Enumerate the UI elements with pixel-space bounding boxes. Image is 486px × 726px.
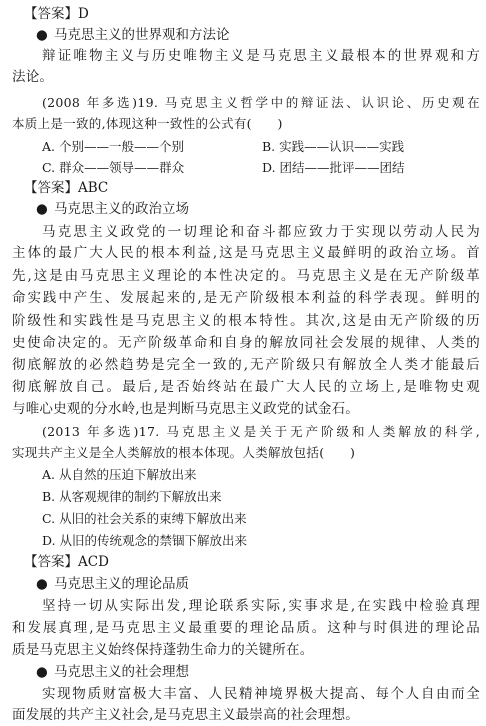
option-d: D. 团结——批评——团结 [262, 160, 405, 175]
paragraph-line: 和发展真理,是马克思主义最重要的理论品质。这种与时俱进的理论品 [12, 620, 480, 636]
answer-line: 【答案】D [24, 6, 89, 22]
paragraph-line: 质是马克思主义始终保持蓬勃生命力的关键所在。 [12, 642, 314, 658]
option-a: A. 从自然的压迫下解放出来 [42, 467, 197, 482]
paragraph-line: 先,这是由马克思主义理论的本性决定的。马克思主义是在无产阶级革 [12, 268, 480, 284]
section-heading [36, 662, 486, 683]
paragraph-line: 彻底解放自己。最后,是否始终站在最广大人民的立场上,是唯物史观 [12, 379, 480, 395]
question-line: (2008 年多选)19. 马克思主义哲学中的辩证法、认识论、历史观在 [42, 95, 480, 110]
answer-line: 【答案】ACD [24, 554, 109, 570]
option-c: C. 群众——领导——群众 [42, 160, 185, 175]
paragraph-line: 彻底解放的必然趋势是完全一致的,无产阶级只有解放全人类才能最后 [12, 357, 480, 373]
option-a: A. 个别——一般——个别 [42, 139, 184, 154]
paragraph-line: 马克思主义政党的一切理论和奋斗都应致力于实现以劳动人民为 [42, 224, 480, 240]
section-heading-text: 马克思主义的社会理想 [54, 664, 189, 680]
section-heading [36, 199, 486, 220]
paragraph-line: 法论。 [12, 69, 54, 85]
paragraph-line: 阶级性和实践性是马克思主义的根本特性。其次,这是由无产阶级的历 [12, 313, 480, 329]
section-heading [36, 574, 486, 595]
paragraph-line: 辩证唯物主义与历史唯物主义是马克思主义最根本的世界观和方 [42, 48, 480, 64]
paragraph-line: 面发展的共产主义社会,是马克思主义最崇高的社会理想。 [12, 707, 359, 723]
option-b: B. 实践——认识——实践 [262, 139, 405, 154]
question-line: (2013 年多选)17. 马克思主义是关于无产阶级和人类解放的科学, [42, 424, 480, 439]
section-heading-text: 马克思主义的世界观和方法论 [54, 27, 230, 43]
bullet-icon: ● [36, 201, 48, 217]
paragraph-line: 主体的最广大人民的根本利益,这是马克思主义最鲜明的政治立场。首 [12, 245, 480, 261]
paragraph-line: 命实践中产生、发展起来的,是无产阶级根本利益的科学表现。鲜明的 [12, 290, 480, 306]
answer-line: 【答案】ABC [24, 180, 109, 196]
paragraph-line: 与唯心史观的分水岭,也是判断马克思主义政党的试金石。 [12, 401, 359, 417]
option-c: C. 从旧的社会关系的束缚下解放出来 [42, 511, 247, 526]
section-heading [36, 25, 486, 46]
section-heading-text: 马克思主义的政治立场 [54, 201, 189, 217]
option-d: D. 从旧的传统观念的禁锢下解放出来 [42, 533, 248, 548]
paragraph-line: 坚持一切从实际出发,理论联系实际,实事求是,在实践中检验真理 [42, 598, 480, 614]
bullet-icon: ● [36, 576, 48, 592]
bullet-icon: ● [36, 664, 48, 680]
paragraph-line: 实现物质财富极大丰富、人民精神境界极大提高、每个人自由而全 [42, 686, 480, 702]
question-line: 本质上是一致的,体现这种一致性的公式有( ) [12, 116, 283, 131]
section-heading-text: 马克思主义的理论品质 [54, 576, 189, 592]
paragraph-line: 史使命决定的。无产阶级革命和自身的解放同社会发展的规律、人类的 [12, 335, 480, 351]
bullet-icon: ● [36, 27, 48, 43]
option-b: B. 从客观规律的制约下解放出来 [42, 489, 222, 504]
question-line: 实现共产主义是全人类解放的根本体现。人类解放包括( ) [12, 445, 356, 460]
